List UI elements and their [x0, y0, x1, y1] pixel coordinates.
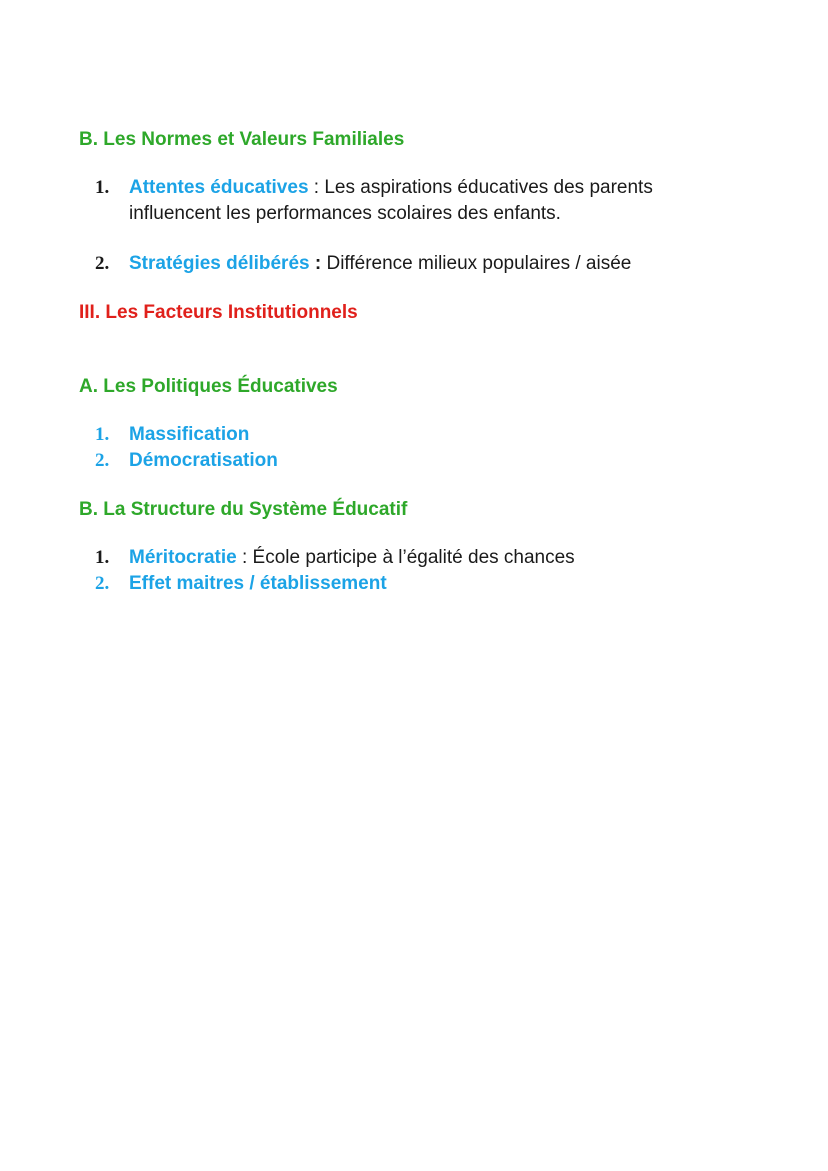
section-heading-system-structure: B. La Structure du Système Éducatif [79, 499, 408, 520]
section-heading-family-norms: B. Les Normes et Valeurs Familiales [79, 129, 405, 150]
list-number: 1. [95, 424, 110, 445]
list-item [95, 175, 735, 227]
term-effet-maitres: Effet maitres / établissement [129, 573, 387, 594]
list-item [95, 571, 735, 597]
term-description: Différence milieux populaires / aisée [326, 253, 632, 274]
list-number: 2. [95, 450, 110, 471]
term-separator: : [236, 547, 253, 568]
term-separator: : [308, 177, 325, 198]
list-number: 2. [95, 253, 110, 274]
term-strategies-deliberes: Stratégies délibérés [129, 253, 310, 274]
list-number: 1. [95, 177, 110, 198]
term-attentes-educatives: Attentes éducatives [129, 177, 309, 198]
list-item [95, 251, 735, 277]
term-democratisation: Démocratisation [129, 450, 278, 471]
term-separator: : [309, 253, 327, 274]
list-number: 2. [95, 573, 110, 594]
term-description: École participe à l’égalité des chances [252, 547, 575, 568]
term-description: Les aspirations éducatives des parents influencent les performances scolaires des enfants. [129, 177, 653, 224]
part-heading-institutional-factors: III. Les Facteurs Institutionnels [79, 302, 358, 323]
list-item [95, 422, 735, 448]
section-heading-educational-policies: A. Les Politiques Éducatives [79, 376, 338, 397]
list-number: 1. [95, 547, 110, 568]
term-meritocratie: Méritocratie [129, 547, 237, 568]
list-item [95, 448, 735, 474]
term-massification: Massification [129, 424, 250, 445]
list-item [95, 545, 735, 571]
